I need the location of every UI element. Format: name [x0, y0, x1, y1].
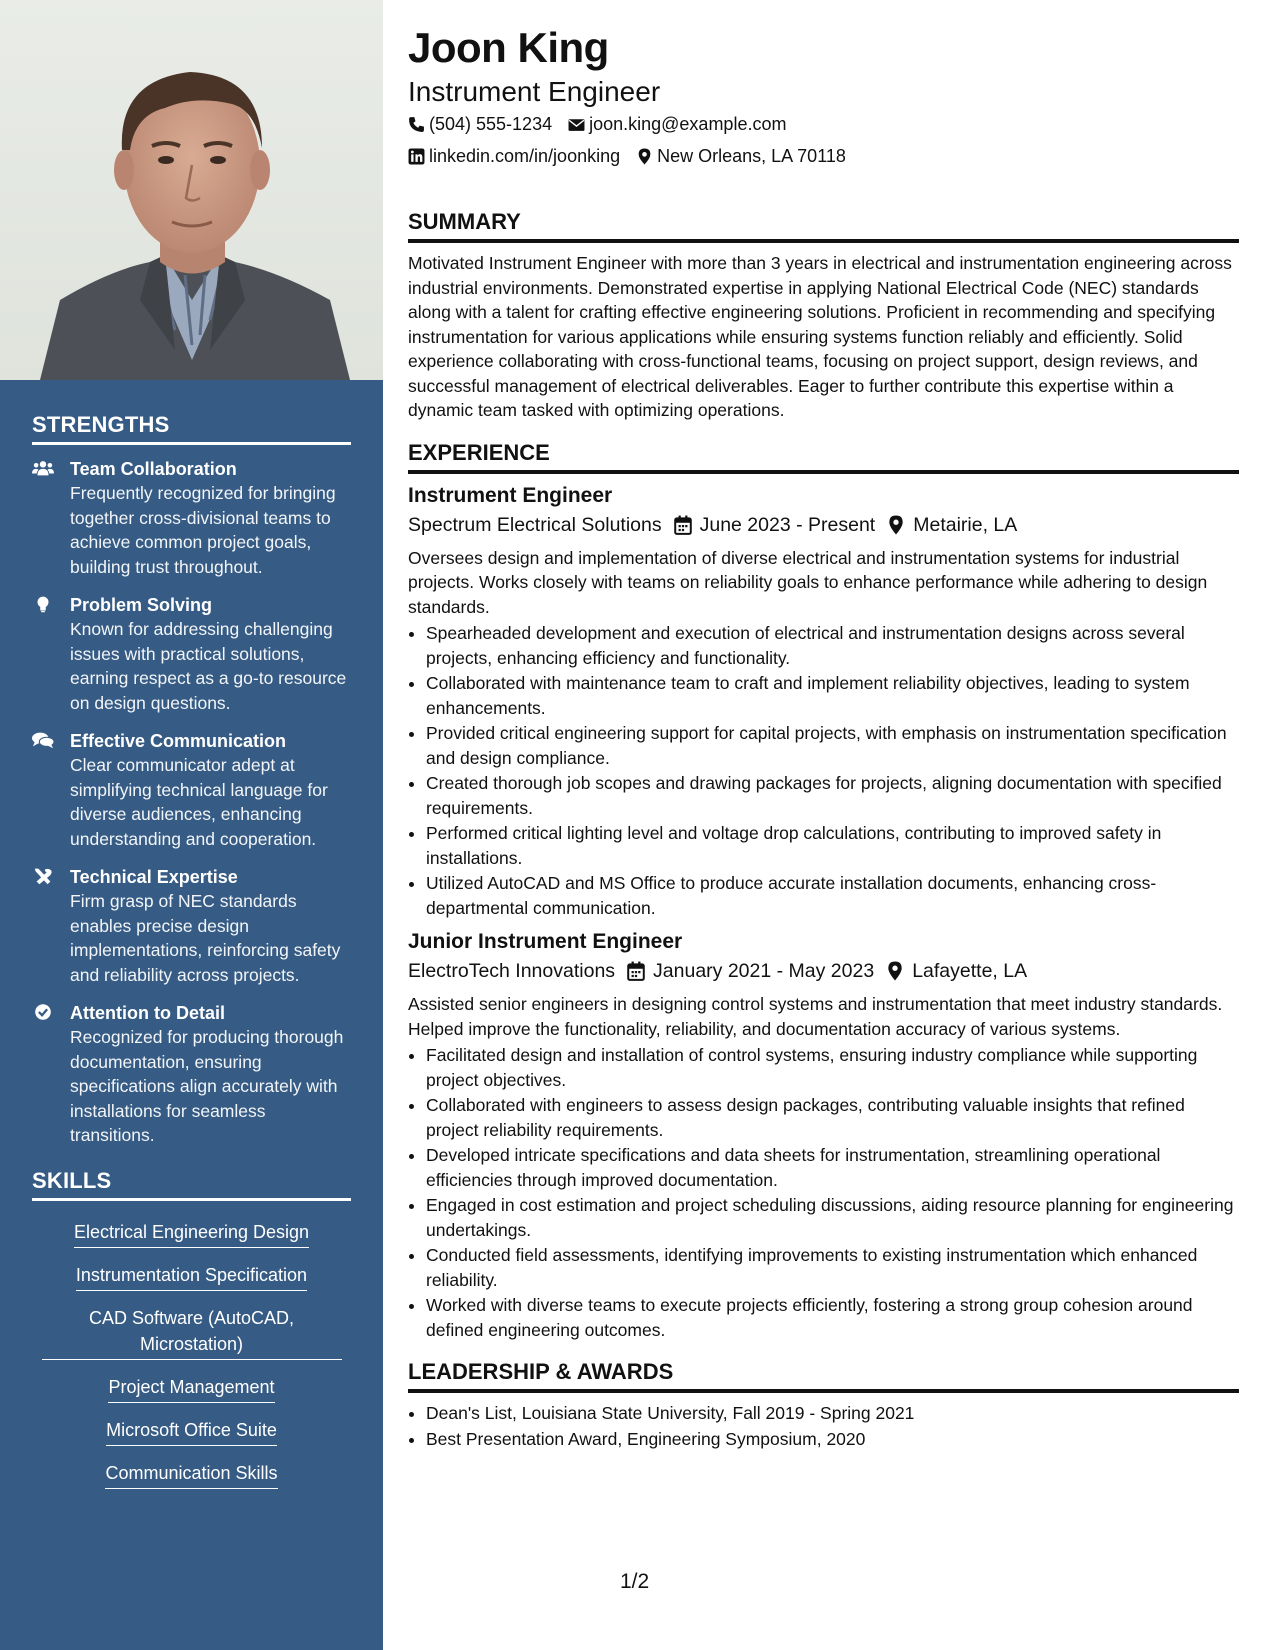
lightbulb-icon	[32, 593, 70, 715]
candidate-name: Joon King	[408, 24, 609, 71]
job-title: Instrument Engineer	[408, 483, 613, 507]
date-range: January 2021 - May 2023	[653, 960, 875, 982]
phone-contact	[408, 108, 552, 140]
bullet-item: • Spearheaded development and execution of electrical and instrumentation designs across several projects, enhancing efficiency and functionality.	[426, 621, 1239, 670]
page-number: 1/2	[620, 1570, 650, 1593]
bullet-item: • Engaged in cost estimation and project scheduling discussions, aiding resource planning for engineering undertakings.	[426, 1193, 1239, 1242]
email-contact[interactable]	[568, 108, 786, 140]
date-range: June 2023 - Present	[699, 513, 876, 536]
job-dates	[674, 510, 876, 540]
profile-photo	[0, 0, 383, 380]
job-dates	[627, 956, 874, 986]
strength-description: Clear communicator adept at simplifying technical language for diverse audiences, enhancing understanding and cooperation.	[70, 755, 328, 849]
strengths-heading: STRENGTHS	[32, 412, 351, 445]
strength-item	[32, 729, 351, 851]
job-location	[887, 510, 1017, 540]
summary-text: Motivated Instrument Engineer with more than 3 years in electrical and instrumentation engineering across industrial environments. Demonstrated expertise in applying National Electrical Code (NEC) standards along with a talent for crafting effective engineering solutions. Proficient in recommending and specifying instrumentation for various applications while ensuring systems function reliably and efficiently. Solid experience collaborating with cross-functional teams, focusing on project support, design reviews, and successful management of electrical deliverables. Eager to further contribute this expertise within a dynamic team tasked with optimizing operations.	[408, 253, 1232, 420]
company-name: Spectrum Electrical Solutions	[408, 513, 662, 536]
job-meta	[408, 510, 1239, 540]
bullet-item: • Conducted field assessments, identifying improvements to existing instrumentation which enhanced reliability.	[426, 1243, 1239, 1292]
skill-item: Communication Skills	[105, 1460, 277, 1489]
strength-title: Technical Expertise	[70, 867, 238, 887]
linkedin-contact[interactable]	[408, 140, 620, 172]
location-text: Metairie, LA	[913, 513, 1018, 536]
award-item: • Dean's List, Louisiana State University, Fall 2019 - Spring 2021	[426, 1401, 1239, 1426]
tools-icon	[32, 865, 70, 987]
leadership-list	[408, 1401, 1239, 1451]
strength-description: Recognized for producing thorough documentation, ensuring specifications align accurately with installations for seamless transitions.	[70, 1027, 344, 1145]
bullet-item: • Facilitated design and installation of control systems, ensuring industry compliance while supporting project objectives.	[426, 1043, 1239, 1092]
calendar-icon	[674, 515, 692, 535]
job-title: Junior Instrument Engineer	[408, 930, 683, 953]
phone-number: (504) 555-1234	[429, 114, 553, 134]
strength-description: Firm grasp of NEC standards enables precise design implementations, reinforcing safety and reliability across projects.	[70, 891, 341, 985]
skill-item: CAD Software (AutoCAD, Microstation)	[42, 1305, 342, 1360]
skills-list	[32, 1213, 351, 1497]
map-pin-icon	[636, 148, 653, 165]
calendar-icon	[627, 961, 645, 981]
map-pin-icon	[887, 515, 905, 535]
skill-item: Project Management	[108, 1374, 274, 1403]
strength-item	[32, 865, 351, 987]
strength-item	[32, 457, 351, 579]
job-entry	[408, 928, 1239, 1342]
company-name: ElectroTech Innovations	[408, 960, 616, 982]
experience-heading: EXPERIENCE	[408, 439, 1239, 474]
skills-heading: SKILLS	[32, 1168, 351, 1201]
job-location	[886, 956, 1027, 986]
linkedin-icon	[408, 148, 425, 165]
envelope-icon	[568, 116, 585, 133]
strength-item	[32, 593, 351, 715]
job-meta	[408, 956, 1239, 986]
email-address[interactable]: joon.king@example.com	[589, 114, 787, 134]
strength-title: Attention to Detail	[70, 1003, 225, 1023]
profile-photo-illustration	[0, 0, 383, 380]
location-contact	[636, 140, 846, 172]
linkedin-url[interactable]: linkedin.com/in/joonking	[429, 146, 621, 166]
skill-item: Microsoft Office Suite	[106, 1417, 277, 1446]
bullet-item: • Created thorough job scopes and drawing packages for projects, aligning documentation with specified requirements.	[426, 771, 1239, 820]
contact-row	[408, 108, 1239, 140]
job-bullets	[408, 621, 1239, 920]
strength-description: Known for addressing challenging issues with practical solutions, earning respect as a go-to resource on design questions.	[70, 619, 347, 713]
job-description: Assisted senior engineers in designing control systems and instrumentation that meet industry standards. Helped improve the functionality, reliability, and documentation accuracy of various systems.	[408, 994, 1223, 1039]
sidebar	[0, 0, 383, 1650]
contact-row	[408, 140, 1239, 172]
strength-title: Team Collaboration	[70, 459, 237, 479]
strength-description: Frequently recognized for bringing together cross-divisional teams to achieve common project goals, building trust throughout.	[70, 483, 336, 577]
bullet-item: • Performed critical lighting level and voltage drop calculations, contributing to improved safety in installations.	[426, 821, 1239, 870]
strength-title: Problem Solving	[70, 595, 213, 615]
summary-heading: SUMMARY	[408, 208, 1239, 243]
bullet-item: • Developed intricate specifications and data sheets for instrumentation, streamlining operational efficiencies through improved documentation.	[426, 1143, 1239, 1192]
main-content	[408, 22, 1239, 1452]
job-description: Oversees design and implementation of diverse electrical and instrumentation systems for industrial projects. Works closely with teams on reliability goals to enhance performance while adhering to design standards.	[408, 547, 1208, 617]
location-text: Lafayette, LA	[912, 960, 1028, 982]
sidebar-content	[32, 412, 351, 1497]
job-bullets	[408, 1043, 1239, 1342]
users-icon	[32, 457, 70, 579]
phone-icon	[408, 116, 425, 133]
strength-item	[32, 1001, 351, 1148]
check-circle-icon	[32, 1001, 70, 1148]
location-text: New Orleans, LA 70118	[657, 146, 846, 166]
map-pin-icon	[886, 961, 904, 981]
bullet-item: • Utilized AutoCAD and MS Office to produce accurate installation documents, enhancing cross-departmental communication.	[426, 871, 1239, 920]
leadership-heading: LEADERSHIP & AWARDS	[408, 1358, 1239, 1393]
candidate-title: Instrument Engineer	[408, 76, 661, 107]
strength-title: Effective Communication	[70, 731, 287, 751]
award-item: • Best Presentation Award, Engineering Symposium, 2020	[426, 1427, 1239, 1452]
bullet-item: • Collaborated with maintenance team to craft and implement reliability objectives, leading to system enhancements.	[426, 671, 1239, 720]
skill-item: Electrical Engineering Design	[74, 1219, 309, 1248]
bullet-item: • Provided critical engineering support for capital projects, with emphasis on instrumentation specification and design compliance.	[426, 721, 1239, 770]
skill-item: Instrumentation Specification	[76, 1262, 307, 1291]
comments-icon	[32, 729, 70, 851]
bullet-item: • Worked with diverse teams to execute projects efficiently, fostering a strong group cohesion around defined engineering outcomes.	[426, 1293, 1239, 1342]
bullet-item: • Collaborated with engineers to assess design packages, contributing valuable insights that refined project reliability requirements.	[426, 1093, 1239, 1142]
job-entry	[408, 482, 1239, 921]
